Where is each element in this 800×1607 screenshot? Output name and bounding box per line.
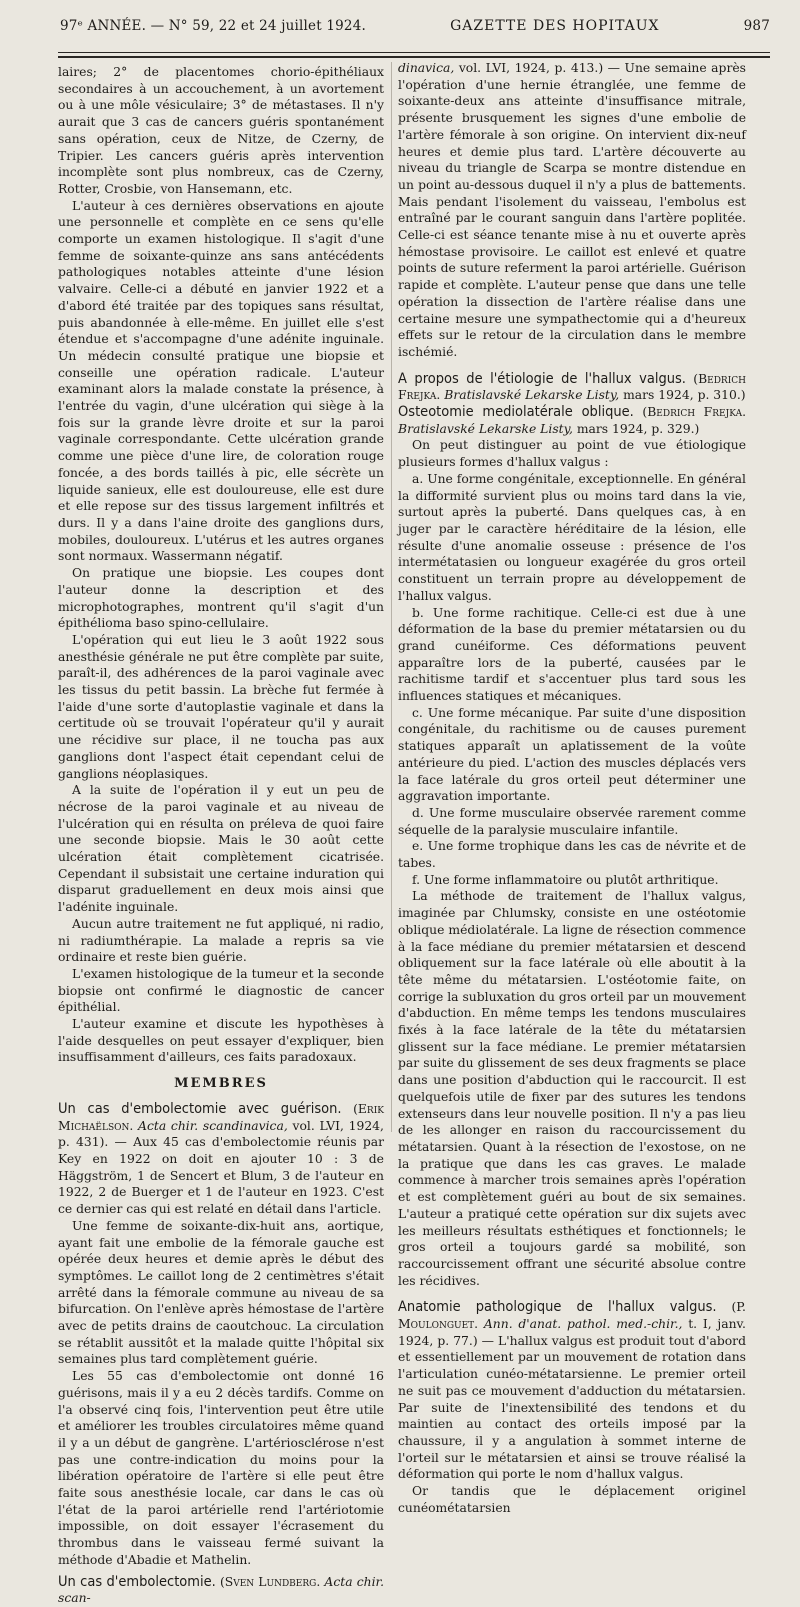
paragraph: Une femme de soixante-dix-huit ans, aortique, ayant fait une embolie de la fémorale gauche est opérée deux heures et demie après le début des symptômes. Le caillot long de 2 centimètres s'était arrêté dans la fémorale commune au niveau de sa bifurcation. On l'enlève après hémostase de l'artère avec de petits drains de caoutchouc. La circulation se rétablit aussitôt et la malade quitte l'hôpital six semaines plus tard complètement guérie.	[58, 1218, 384, 1367]
header-journal-title: GAZETTE DES HOPITAUX	[450, 18, 660, 34]
article-journal: Bratislavské Lekarske Listy,	[398, 421, 573, 436]
article-journal: dinavica,	[398, 61, 455, 75]
paragraph: L'examen histologique de la tumeur et la seconde biopsie ont confirmé le diagnostic de cancer épithélial.	[58, 966, 384, 1015]
column-divider	[391, 62, 392, 1132]
article-journal: Acta chir. scandinavica,	[138, 1118, 288, 1133]
article-text: vol. LVI, 1924, p. 413.) — Une semaine après l'opération d'une hernie étranglée, une femme de soixante-deux ans atteinte d'insuffisance mitrale, présente brusquement les signes d'une embolie de l'artère fémorale à son origine. On intervient dix-neuf heures et demie plus tard. L'artère découverte au niveau du triangle de Scarpa se montre distendue en un point au-dessous duquel il n'y a plus de battements. Mais pendant l'isolement du vaisseau, l'embolus est entraîné par le courant sanguin dans l'artère poplitée. Celle-ci est séance tenante mise à nu et ouverte après hémostase provisoire. Le caillot est enlevé et quatre points de suture referment la paroi artérielle. Guérison rapide et complète. L'auteur pense que dans une telle opération la dissection de l'artère réalise dans une certaine mesure une sympathectomie qui a d'heureux effets sur le retour de la circulation dans le membre ischémié.	[398, 61, 746, 359]
article-embolectomie	[58, 1574, 384, 1607]
list-item: e. Une forme trophique dans les cas de névrite et de tabes.	[398, 839, 746, 871]
article-author: (P. Moulonguet.	[398, 1300, 746, 1332]
article-etiologie-hallux-valgus	[398, 371, 746, 404]
article-text: t. I, janv. 1924, p. 77.) — L'hallux valgus est produit tout d'abord et essentiellement par un mouvement de rotation dans l'articulation cunéo-métatarsienne. Le premier orteil ne suit pas ce mouvement d'adduction du métatarsien. Par suite de l'inextensibilité des tendons et du maintien au contact des orteils imposé par la chaussure, il y a angulation à sommet interne de l'orteil sur le métatarsien et ainsi se trouve réalisé la déformation qui porte le nom d'hallux valgus.	[398, 1317, 746, 1482]
article-anatomie-hallux-valgus	[398, 1299, 746, 1483]
header-page-number: 987	[743, 18, 770, 34]
paragraph: Or tandis que le déplacement originel cunéométatarsien	[398, 1484, 746, 1515]
paragraph: L'opération qui eut lieu le 3 août 1922 sous anesthésie générale ne put être complète par suite, paraît-il, des adhérences de la paroi vaginale avec les tissus du petit bassin. La brèche fut fermée à l'aide d'une sorte d'autoplastie vaginale et dans la certitude où se trouvait l'opérateur qu'il y aurait une récidive sur place, il ne toucha pas aux ganglions dont l'aspect était cependant celui de ganglions néoplasiques.	[58, 632, 384, 781]
header-rule	[58, 52, 770, 53]
paragraph: L'auteur à ces dernières observations en ajoute une personnelle et complète en ce sens qu'elle comporte un examen histologique. Il s'agit d'une femme de soixante-quinze ans sans antécédents pathologiques notables atteinte d'une lésion valvaire. Celle-ci a débuté en janvier 1922 et a d'abord été traitée par des topiques sans résultat, puis abandonnée à elle-même. En juillet elle s'est étendue et s'accompagne d'une adénite inguinale. Un médecin consulté pratique une biopsie et conseille une opération radicale. L'auteur examinant alors la malade constate la présence, à l'entrée du vagin, d'une ulcération qui siège à la fois sur la grande lèvre droite et sur la paroi vaginale correspondante. Cette ulcération grande comme une pièce d'une lire, de coloration rouge foncée, a des bords taillés à pic, elle sécrète un liquide sanieux, elle est douloureuse, elle est dure et elle repose sur des tissus largement infiltrés et durs. Il y a dans l'aine droite des ganglions durs, mobiles, douloureux. L'utérus et les autres organes sont normaux. Wassermann négatif.	[58, 198, 384, 564]
paragraph: L'auteur examine et discute les hypothèses à l'aide desquelles on peut essayer d'expliquer, bien insuffisamment d'ailleurs, ces faits paradoxaux.	[58, 1017, 384, 1065]
list-item: a. Une forme congénitale, exceptionnelle. En général la difformité survient plus ou moins tard dans la vie, surtout après la puberté. Dans quelques cas, à en juger par le caractère héréditaire de la lésion, elle résulte d'une anomalie osseuse : présence de l'os intermétatasien ou longueur exagérée du gros orteil constituent un terrain propre au développement de l'hallux valgus.	[398, 471, 746, 603]
article-reference: mars 1924, p. 329.)	[576, 421, 700, 436]
article-continuation	[398, 60, 746, 361]
article-title: Un cas d'embolectomie.	[58, 1573, 216, 1590]
paragraph: On peut distinguer au point de vue étiologique plusieurs formes d'hallux valgus :	[398, 438, 746, 470]
article-journal: Bratislavské Lekarske Listy,	[444, 388, 620, 403]
paragraph: Aucun autre traitement ne fut appliqué, ni radio, ni radiumthérapie. La malade a repris sa vie ordinaire et reste bien guérie.	[58, 916, 384, 965]
list-item: f. Une forme inflammatoire ou plutôt arthritique.	[412, 872, 719, 887]
paragraph: Les 55 cas d'embolectomie ont donné 16 guérisons, mais il y a eu 2 décès tardifs. Comme on l'a observé cinq fois, l'intervention peut être utile et améliorer les troubles circulatoires même quand il y a un début de gangrène. L'artériosclérose n'est pas une contre-indication du moins pour la libération opératoire de l'artère si elle peut être faite sous anesthésie locale, car dans le cas où l'état de la paroi artérielle rend l'artériotomie impossible, on doit essayer l'écrasement du thrombus dans le vaisseau fermé suivant la méthode d'Abadie et Mathelin.	[58, 1369, 384, 1567]
article-author: (Bedrich Frejka.	[642, 405, 746, 420]
list-item: b. Une forme rachitique. Celle-ci est due à une déformation de la base du premier métatarsien ou du grand cunéiforme. Ces déformations peuvent apparaître lors de la puberté, causées par le rachitisme tardif et s'accentuer plus tard sous les influences statiques et mécaniques.	[398, 605, 746, 704]
header-issue: 97ᵉ ANNÉE. — N° 59, 22 et 24 juillet 1924.	[60, 18, 366, 34]
paragraph: A la suite de l'opération il y eut un peu de nécrose de la paroi vaginale et au niveau de l'ulcération qui en résulta on préleva de quoi faire une seconde biopsie. Mais le 30 août cette ulcération était complètement cicatrisée. Cependant il subsistait une certaine induration qui disparut graduellement en deux mois ainsi que l'adénite inguinale.	[58, 783, 384, 915]
article-title: Un cas d'embolectomie avec guérison.	[58, 1100, 342, 1117]
article-author: (Bedrich Frejka.	[398, 371, 746, 403]
paragraph: On pratique une biopsie. Les coupes dont l'auteur donne la description et des microphotographes, montrent qu'il s'agit d'un épithélioma baso spino-cellulaire.	[58, 566, 384, 631]
list-item: d. Une forme musculaire observée rarement comme séquelle de la paralysie musculaire infantile.	[398, 805, 746, 837]
article-author: (Erik Michaëlson.	[58, 1101, 384, 1133]
article-title: A propos de l'étiologie de l'hallux valgus.	[398, 370, 686, 387]
paragraph: La méthode de traitement de l'hallux valgus, imaginée par Chlumsky, consiste en une ostéotomie oblique médiolatérale. La ligne de résection commence à la face médiane du premier métatarsien et descend obliquement sur la face latérale où elle aboutit à la tête même du métatarsien. L'ostéotomie faite, on corrige la subluxation du gros orteil par un mouvement d'abduction. En même temps les tendons musculaires fixés à la face latérale de la tête du métatarsien glissent sur la face médiane. Le premier métatarsien par suite du glissement de ses deux fragments se place dans une position d'abduction qui le raccourcit. Il est quelquefois utile de fixer par des sutures les tendons extenseurs dans leur nouvelle position. Il n'y a pas lieu de les allonger en raison du raccourcissement du métatarsien. Quant à la résection de l'exostose, on ne la pratique que dans les cas graves. Le malade commence à marcher trois semaines après l'opération et est complètement guéri au bout de six semaines. L'auteur a pratiqué cette opération sur dix sujets avec les meilleurs résultats esthétiques et fonctionnels; le gros orteil a toujours gardé sa mobilité, son raccourcissement offrant une sécurité absolue contre les récidives.	[398, 889, 746, 1288]
paragraph: laires; 2° de placentomes chorio-épithéliaux secondaires à un accouchement, à un avortement ou à une môle vésiculaire; 3° de métastases. Il n'y aurait que 3 cas de cancers guéris spontanément sans opération, ceux de Nitze, de Czerny, de Tripier. Les cancers guéris après intervention incomplète sont plus nombreux, cas de Czerny, Rotter, Crosbie, von Hansemann, etc.	[58, 65, 384, 196]
article-embolectomie-guerison	[58, 1101, 384, 1218]
article-osteotomie	[398, 404, 746, 437]
list-item: c. Une forme mécanique. Par suite d'une disposition congénitale, du rachitisme ou de causes purement statiques apparaît un aplatissement de la voûte antérieure du pied. L'action des muscles déplacés vers la face latérale du gros orteil peut déterminer une aggravation importante.	[398, 705, 746, 804]
left-column	[58, 64, 384, 1607]
article-author: (Sven Lundberg.	[219, 1574, 321, 1589]
right-column	[398, 60, 746, 1516]
article-journal: Acta chir. scan-	[58, 1574, 384, 1606]
article-title: Anatomie pathologique de l'hallux valgus.	[398, 1299, 717, 1316]
article-journal: Ann. d'anat. pathol. med.-chir.,	[483, 1317, 683, 1332]
header-rule-thick	[58, 56, 770, 58]
section-heading-membres: MEMBRES	[174, 1076, 268, 1092]
running-header	[60, 18, 770, 44]
article-title: Osteotomie mediolatérale oblique.	[398, 404, 634, 421]
article-text: vol. LVI, 1924, p. 431). — Aux 45 cas d'embolectomie réunis par Key en 1922 on doit en ajouter 10 : 3 de Häggström, 1 de Sencert et Blum, 3 de l'auteur en 1922, 2 de Buerger et 1 de l'auteur en 1923. C'est ce dernier cas qui est relaté en détail dans l'article.	[58, 1118, 384, 1217]
article-reference: mars 1924, p. 310.)	[623, 388, 746, 403]
